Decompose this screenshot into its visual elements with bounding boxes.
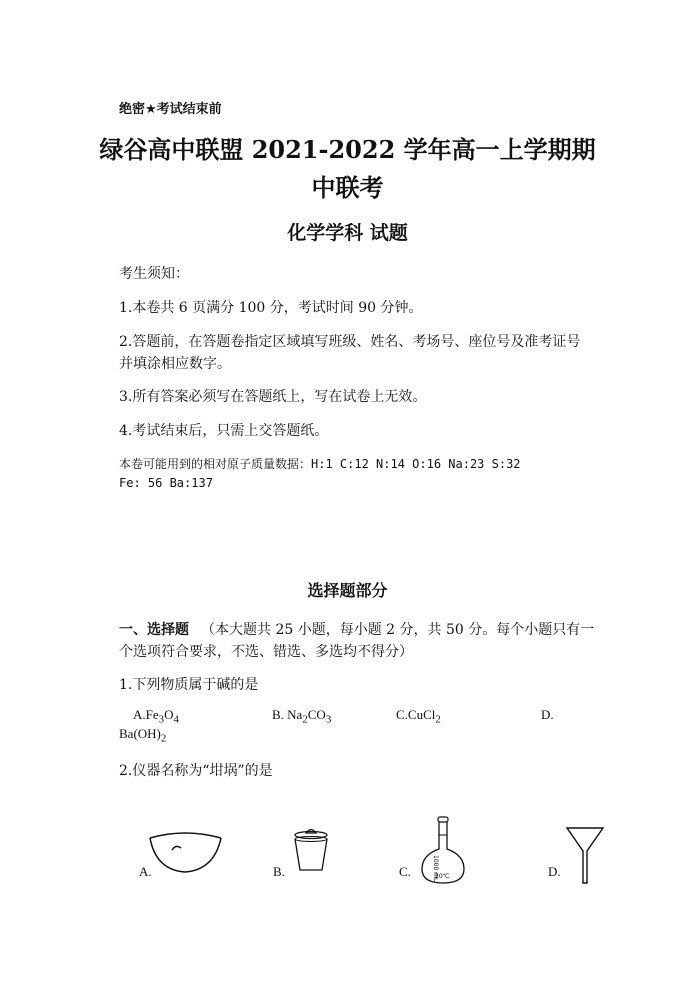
atomic-mass-line2: Fe: 56 Ba:137 bbox=[119, 476, 213, 490]
exam-title-line1: 绿谷高中联盟 2021-2022 学年高一上学期期 bbox=[99, 135, 596, 164]
notice-item-4: 4.考试结束后，只需上交答题纸。 bbox=[119, 423, 329, 439]
exam-title-line2: 中联考 bbox=[311, 173, 384, 202]
flask-label-text: 1000 mL bbox=[432, 855, 439, 882]
question-1-stem: 1.下列物质属于碱的是 bbox=[119, 677, 259, 693]
notice-heading: 考生须知： bbox=[119, 266, 189, 282]
q1-option-d-formula: $Ba(OH)_2$ bbox=[119, 726, 167, 745]
q2-label-b: B. bbox=[273, 864, 285, 879]
part-desc-line1: （本大题共 25 小题，每小题 2 分，共 50 分。每个小题只有一 bbox=[201, 622, 595, 638]
q1-option-d-label: D. bbox=[541, 707, 554, 722]
q2-label-c: C. bbox=[399, 864, 411, 879]
notice-item-1: 1.本卷共 6 页满分 100 分，考试时间 90 分钟。 bbox=[119, 300, 423, 316]
notice-item-2: 2.答题前，在答题卷指定区域填写班级、姓名、考场号、座位号及准考证号 bbox=[119, 334, 581, 350]
funnel-image bbox=[565, 825, 605, 885]
subject-title: 化学学科 试题 bbox=[287, 222, 408, 244]
part-intro bbox=[119, 619, 594, 639]
q1-option-b: B. $Na_2CO_3$ bbox=[272, 707, 332, 726]
atomic-mass-line1: 本卷可能用到的相对原子质量数据：H:1 C:12 N:14 O:16 Na:23 S:32 bbox=[119, 457, 521, 471]
q2-label-a: A. bbox=[139, 864, 152, 879]
q2-label-d: D. bbox=[548, 864, 561, 879]
notice-item-2-cont: 并填涂相应数字。 bbox=[119, 356, 231, 372]
evaporating-dish-image bbox=[148, 830, 223, 875]
section-title: 选择题部分 bbox=[307, 581, 388, 600]
notice-item-3: 3.所有答案必须写在答题纸上，写在试卷上无效。 bbox=[119, 389, 427, 405]
flask-temp-text: 20℃ bbox=[435, 873, 450, 880]
question-2-stem: 2.仪器名称为“坩埚”的是 bbox=[119, 763, 273, 779]
part-label: 一、选择题 bbox=[119, 622, 189, 638]
q1-option-c: C.CuCl$_2$ bbox=[396, 707, 441, 726]
crucible-image bbox=[292, 826, 330, 874]
part-desc-line2: 个选项符合要求，不选、错选、多选均不得分） bbox=[119, 644, 413, 660]
volumetric-flask-image bbox=[418, 815, 468, 885]
confidential-label: 绝密★考试结束前 bbox=[119, 102, 222, 117]
q1-option-a: $A.Fe_3O_4$ bbox=[133, 707, 179, 726]
